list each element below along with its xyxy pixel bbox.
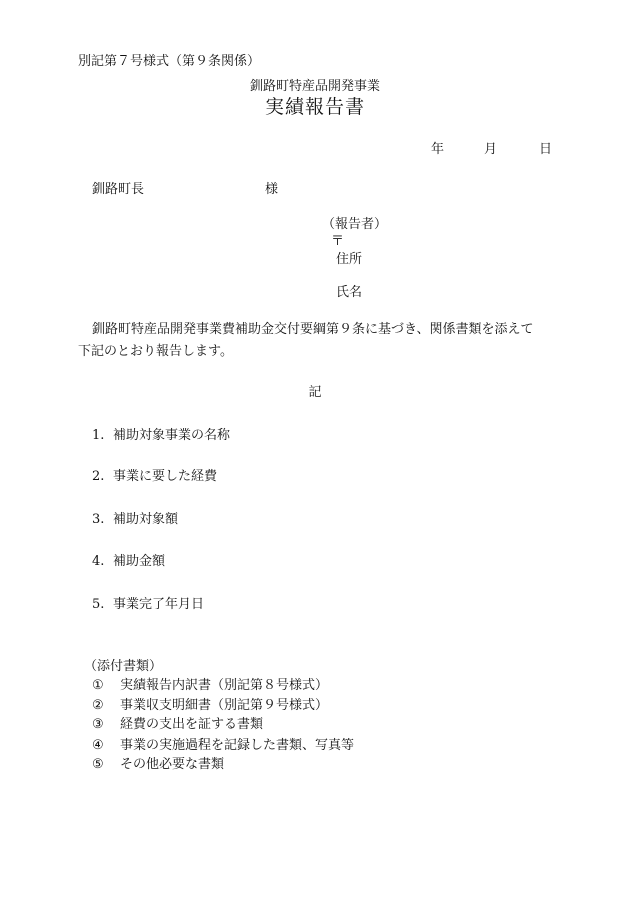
item-label: 補助対象事業の名称 xyxy=(113,428,231,443)
document-title: 実績報告書 xyxy=(264,96,365,118)
attachment-marker: ① xyxy=(92,678,104,693)
date-year-label: 年 xyxy=(431,142,445,157)
attachment-marker: ② xyxy=(92,698,104,713)
list-item xyxy=(92,465,217,484)
attachment-item xyxy=(92,674,328,693)
list-item xyxy=(92,550,165,569)
address-label: 住所 xyxy=(336,252,363,267)
list-item xyxy=(92,508,178,527)
form-identifier: 別記第７号様式（第９条関係） xyxy=(78,54,261,69)
attachment-item xyxy=(92,734,354,753)
attachment-marker: ③ xyxy=(92,717,104,732)
attachment-marker: ⑤ xyxy=(92,757,104,772)
item-number: 5. xyxy=(92,597,105,612)
item-number: 1. xyxy=(92,428,105,443)
item-label: 事業に要した経費 xyxy=(113,469,218,484)
list-item xyxy=(92,593,204,612)
body-text-line-2: 下記のとおり報告します。 xyxy=(78,344,233,359)
attachment-item xyxy=(92,753,224,772)
item-label: 補助金額 xyxy=(113,554,166,569)
attachment-label: 事業収支明細書（別記第９号様式） xyxy=(120,698,329,713)
date-day-label: 日 xyxy=(539,142,553,157)
attachment-item xyxy=(92,694,328,713)
reporter-label: （報告者） xyxy=(322,217,388,232)
list-item xyxy=(92,424,230,443)
attachment-marker: ④ xyxy=(92,738,104,753)
name-label: 氏名 xyxy=(336,285,363,300)
ki-heading: 記 xyxy=(308,385,322,400)
attachment-label: その他必要な書類 xyxy=(120,757,225,772)
addressee-name: 釧路町長 xyxy=(92,182,145,197)
attachment-item xyxy=(92,713,263,732)
item-number: 4. xyxy=(92,554,105,569)
item-number: 2. xyxy=(92,469,105,484)
attachment-label: 実績報告内訳書（別記第８号様式） xyxy=(120,678,329,693)
item-number: 3. xyxy=(92,512,105,527)
attachments-heading: （添付書類） xyxy=(84,659,163,674)
date-month-label: 月 xyxy=(484,142,498,157)
attachment-label: 事業の実施過程を記録した書類、写真等 xyxy=(120,738,355,753)
attachment-label: 経費の支出を証する書類 xyxy=(120,717,264,732)
body-text-line-1: 釧路町特産品開発事業費補助金交付要綱第９条に基づき、関係書類を添えて xyxy=(92,322,534,337)
document-subtitle: 釧路町特産品開発事業 xyxy=(249,79,380,94)
addressee-honorific: 様 xyxy=(265,182,279,197)
postal-mark: 〒 xyxy=(331,234,345,249)
item-label: 補助対象額 xyxy=(113,512,179,527)
item-label: 事業完了年月日 xyxy=(113,597,205,612)
